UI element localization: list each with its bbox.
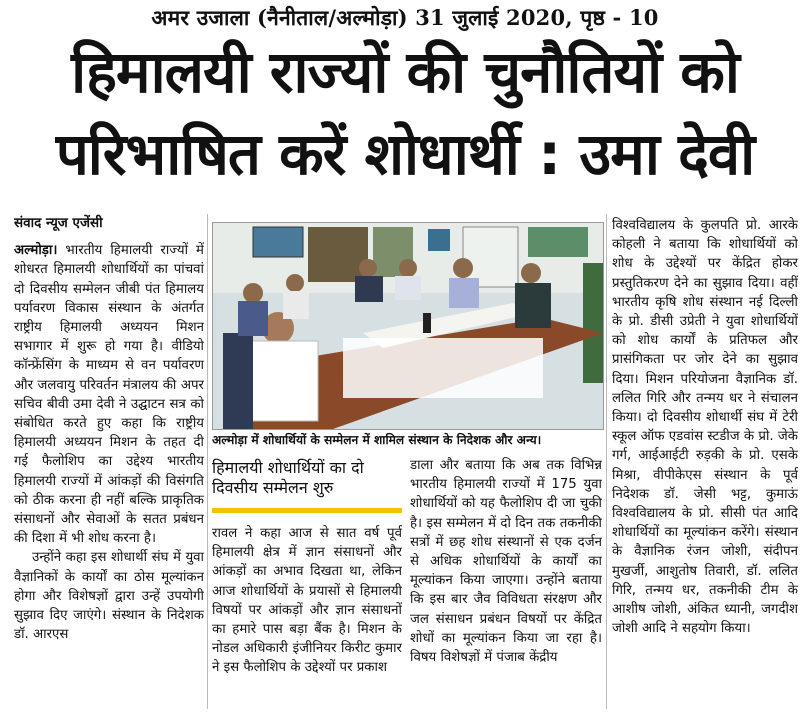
column-1 xyxy=(14,214,204,709)
headline-line-1: हिमालयी राज्यों की चुनौतियों को xyxy=(71,38,739,106)
column-divider xyxy=(606,214,607,709)
col1-para1-text: भारतीय हिमालयी राज्यों में शोधरत हिमालयी शोधार्थियों का पांचवां दो दिवसीय सम्मेलन जीबी पंत हिमालय पर्यावरण विकास संस्थान के अंतर्गत राष्ट्रीय हिमालयी अध्ययन मिशन सभागार में शुरू हो गया है। वीडियो कॉन्फ्रेंसिंग के माध्यम से वन पर्यावरण और जलवायु परिवर्तन मंत्रालय की अपर सचिव बीवी उमा देवी ने उद्घाटन सत्र को संबोधित करते हुए कहा कि राष्ट्रीय हिमालयी अध्ययन मिशन के तहत दी गई फैलोशिप का उद्देश्य भारतीय हिमालयी राज्यों में आंकड़ों की विसंगति को ठीक करना ही नहीं बल्कि प्राकृतिक संसाधनों और सेवाओं के सतत प्रबंधन की दिशा में भी शोध करना है। xyxy=(14,243,204,547)
col1-paragraph-2: उन्होंने कहा इस शोधार्थी संघ में युवा वैज्ञानिकों के कार्यों का ठोस मूल्यांकन होगा और विशेषज्ञों द्वारा उन्हें उपयोगी सुझाव दिए जाएंगे। संस्थान के निदेशक डॉ. आरएस xyxy=(14,550,204,643)
dateline-place: अल्मोड़ा। xyxy=(14,243,58,259)
conference-photo xyxy=(212,222,604,430)
subheadline: हिमालयी शोधार्थियों का दो दिवसीय सम्मेलन शुरु xyxy=(212,458,364,497)
headline-line-2: परिभाषित करें शोधार्थी : उमा देवी xyxy=(55,120,755,188)
col2-paragraph: रावल ने कहा आज से सात वर्ष पूर्व हिमालयी क्षेत्र में ज्ञान संसाधनों और आंकड़ों का अभाव दिखता था, लेकिन आज शोधार्थियों के प्रयासों से हिमालयी विषयों पर आंकड़ों और ज्ञान संसाधनों का हमारे पास बड़ा बैंक है। मिशन के नोडल अधिकारी इंजीनियर किरीट कुमार ने इस फैलोशिप के उद्देश्यों पर प्रकाश xyxy=(212,526,402,676)
column-3 xyxy=(410,456,602,709)
masthead: अमर उजाला (नैनीताल/अल्मोड़ा) 31 जुलाई 2020, पृष्ठ - 10 xyxy=(151,5,659,30)
col4-paragraph: विश्वविद्यालय के कुलपति प्रो. आरके कोहली ने बताया कि शोधार्थियों को शोध के उद्देश्यों पर केंद्रित होकर प्रस्तुतिकरण देने का सुझाव दिया। वहीं भारतीय कृषि शोध संस्थान नई दिल्ली के प्रो. डीसी उप्रेती ने युवा शोधार्थियों को शोध कार्यों के प्रतिफल और प्रासंगिकता पर जोर देने का सुझाव दिया। मिशन परियोजना वैज्ञानिक डॉ. ललित गिरि और तन्मय धर ने संचालन किया। दो दिवसीय शोधार्थी संघ में टेरी स्कूल ऑफ एडवांस स्टडीज के प्रो. जेके गर्ग, आईआईटी रुड़की के प्रो. एसके मिश्रा, वीपीकेएस संस्थान के पूर्व निदेशक डॉ. जेसी भट्ट, कुमाऊं विश्वविद्यालय के प्रो. सीसी पंत आदि शोधार्थियों का मूल्यांकन करेंगे। संस्थान के वैज्ञानिक रंजन जोशी, संदीपन मुखर्जी, आशुतोष तिवारी, डॉ. ललित गिरि, तन्मय धर, तकनीकी टीम के आशीष जोशी, अंकित ध्यानी, जगदीश जोशी आदि ने सहयोग किया। xyxy=(612,218,798,637)
column-divider xyxy=(207,214,208,709)
photo-illustration xyxy=(213,223,603,429)
byline: संवाद न्यूज एजेंसी xyxy=(14,215,103,231)
photo-caption: अल्मोड़ा में शोधार्थियों के सम्मेलन में शामिल संस्थान के निदेशक और अन्य। xyxy=(212,433,542,447)
col1-paragraph-1 xyxy=(14,241,204,548)
column-4 xyxy=(612,216,798,709)
subheadline-underline xyxy=(212,508,402,513)
col3-paragraph: डाला और बताया कि अब तक विभिन्न भारतीय हिमालयी राज्यों में 175 युवा शोधार्थियों को यह फैलोशिप दी जा चुकी है। इस सम्मेलन में दो दिन तक तकनीकी सत्रों में छह शोध संस्थानों से एक दर्जन से अधिक शोधार्थियों के कार्यों का मूल्यांकन किया जाएगा। उन्होंने बताया कि इस बार जैव विविधता संरक्षण और जल संसाधन प्रबंधन विषयों पर केंद्रित शोधों का मूल्यांकन किया जा रहा है। विषय विशेषज्ञों में पंजाब केंद्रीय xyxy=(410,458,602,666)
column-2 xyxy=(212,524,402,709)
